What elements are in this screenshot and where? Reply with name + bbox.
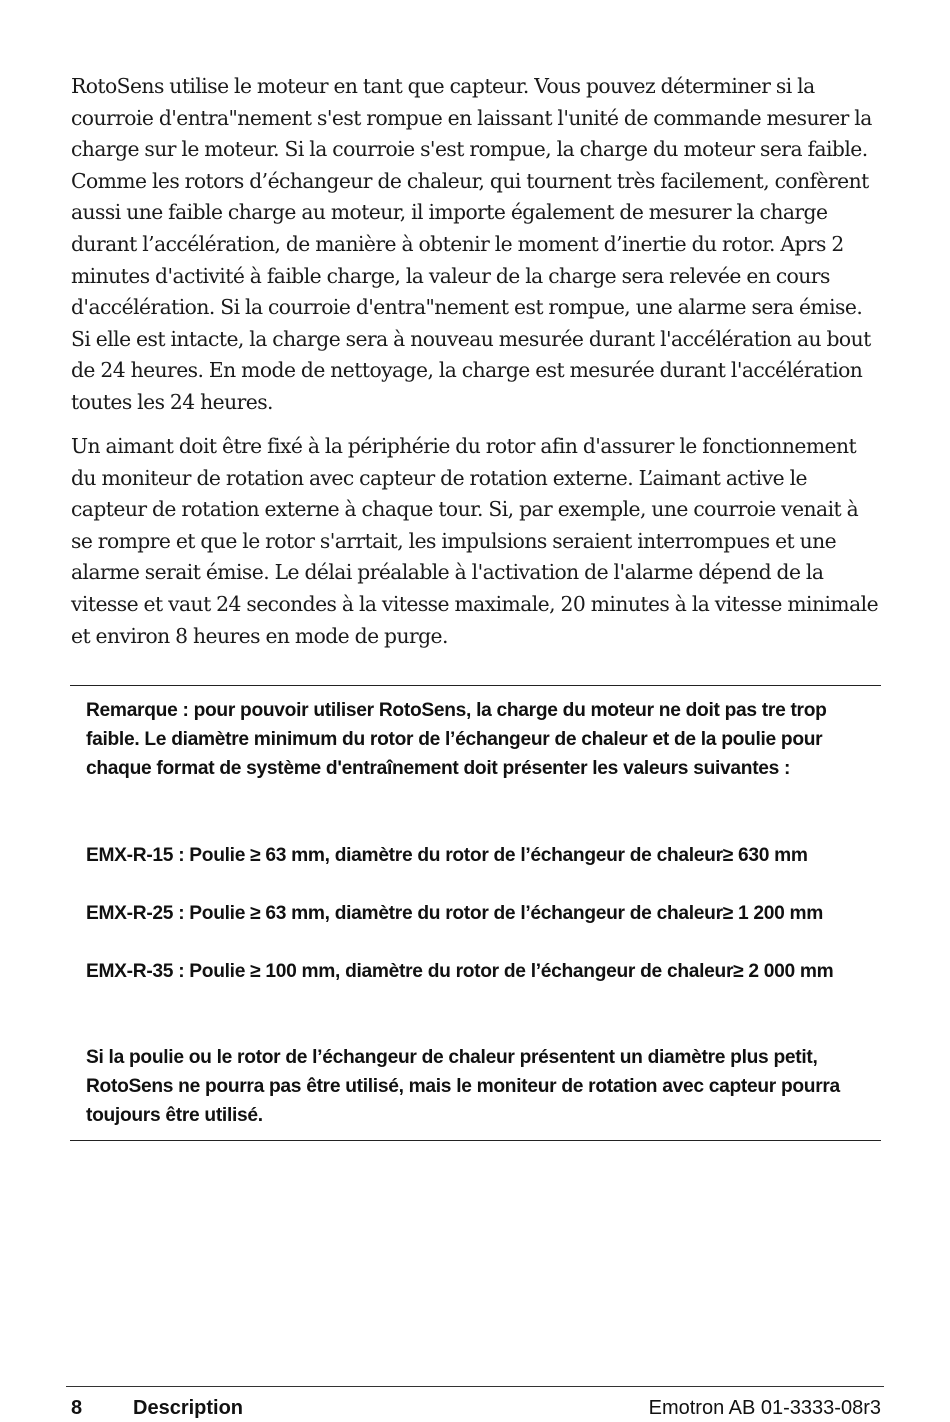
note-box: [70, 685, 881, 1141]
spec-line-emx-r-15: EMX-R-15 : Poulie ≥ 63 mm, diamètre du rotor de l’échangeur de chaleur≥ 630 mm: [86, 845, 808, 866]
page-number: 8: [71, 1397, 83, 1419]
spec-line-emx-r-25: EMX-R-25 : Poulie ≥ 63 mm, diamètre du rotor de l’échangeur de chaleur≥ 1 200 mm: [86, 903, 824, 924]
body-paragraph-rotosens: RotoSens utilise le moteur en tant que capteur. Vous pouvez déterminer si la courroie d'entra"nement s'est rompue en laissant l'unité de commande mesurer la charge sur le moteur. Si la courroie s'est rompue, la charge du moteur sera faible. Comme les rotors d’échangeur de chaleur, qui tournent très facilement, confèrent aussi une faible charge au moteur, il importe également de mesurer la charge durant l’accélération, de manière à obtenir le moment d’inertie du rotor. Aprs 2 minutes d'activité à faible charge, la valeur de la charge sera relevée en cours d'accélération. Si la courroie d'entra"nement est rompue, une alarme sera émise. Si elle est intacte, la charge sera à nouveau mesurée durant l'accélération au bout de 24 heures. En mode de nettoyage, la charge est mesurée durant l'accélération toutes les 24 heures.: [71, 74, 872, 414]
footer-section-title: Description: [133, 1397, 244, 1419]
note-intro: Remarque : pour pouvoir utiliser RotoSens, la charge du moteur ne doit pas tre trop faible. Le diamètre minimum du rotor de l’échangeur de chaleur et de la poulie pour chaque format de système d'entraînement doit présenter les valeurs suivantes :: [86, 700, 827, 779]
footer-divider: [66, 1386, 884, 1387]
body-paragraph-magnet-sensor: Un aimant doit être fixé à la périphérie du rotor afin d'assurer le fonctionnement du moniteur de rotation avec capteur de rotation externe. L’aimant active le capteur de rotation externe à chaque tour. Si, par exemple, une courroie venait à se rompre et que le rotor s'arrtait, les impulsions seraient interrompues et une alarme serait émise. Le délai préalable à l'activation de l'alarme dépend de la vitesse et vaut 24 secondes à la vitesse maximale, 20 minutes à la vitesse minimale et environ 8 heures en mode de purge.: [71, 434, 879, 648]
spec-line-emx-r-35: EMX-R-35 : Poulie ≥ 100 mm, diamètre du rotor de l’échangeur de chaleur≥ 2 000 mm: [86, 961, 834, 982]
note-outro: Si la poulie ou le rotor de l’échangeur de chaleur présentent un diamètre plus petit, RotoSens ne pourra pas être utilisé, mais le moniteur de rotation avec capteur pourra toujours être utilisé.: [86, 1047, 840, 1126]
footer-document-reference: Emotron AB 01-3333-08r3: [648, 1397, 881, 1419]
